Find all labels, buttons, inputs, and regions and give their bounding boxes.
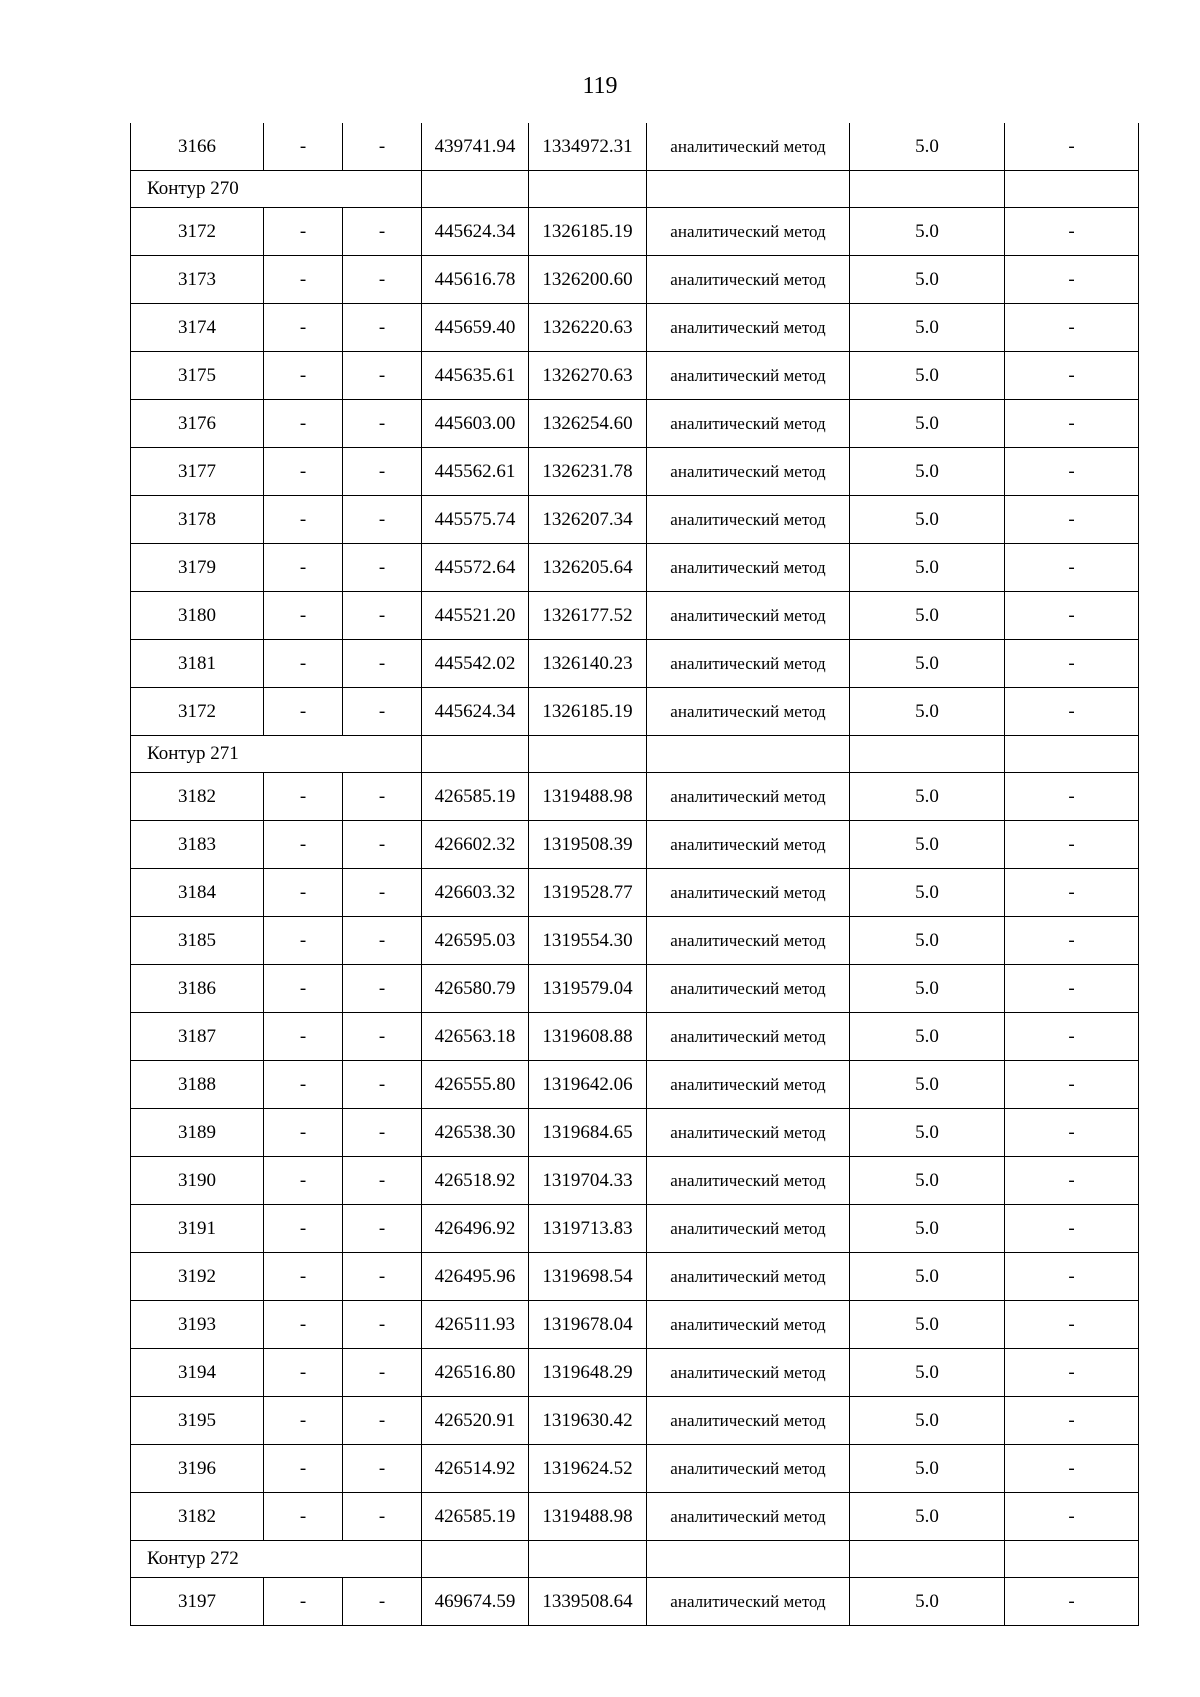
contour-header-row [131,736,1139,773]
point-id-cell: 3179 [131,544,264,592]
accuracy-cell: 5.0 [850,544,1005,592]
table-row [131,1578,1139,1626]
old-y-cell: - [343,1349,422,1397]
y-coordinate-cell: 1319624.52 [529,1445,647,1493]
old-x-cell: - [264,1061,343,1109]
old-y-cell: - [343,400,422,448]
empty-cell [647,736,850,773]
note-cell: - [1005,688,1139,736]
x-coordinate-cell: 426602.32 [422,821,529,869]
note-cell: - [1005,1205,1139,1253]
table-row [131,1109,1139,1157]
old-x-cell: - [264,965,343,1013]
method-cell: аналитический метод [647,400,850,448]
table-row [131,640,1139,688]
point-id-cell: 3175 [131,352,264,400]
x-coordinate-cell: 426496.92 [422,1205,529,1253]
old-y-cell: - [343,208,422,256]
method-cell: аналитический метод [647,1013,850,1061]
old-x-cell: - [264,1013,343,1061]
accuracy-cell: 5.0 [850,965,1005,1013]
old-y-cell: - [343,965,422,1013]
point-id-cell: 3172 [131,208,264,256]
empty-cell [850,1541,1005,1578]
y-coordinate-cell: 1319528.77 [529,869,647,917]
old-y-cell: - [343,256,422,304]
x-coordinate-cell: 426603.32 [422,869,529,917]
old-y-cell: - [343,1578,422,1626]
method-cell: аналитический метод [647,1061,850,1109]
point-id-cell: 3185 [131,917,264,965]
accuracy-cell: 5.0 [850,917,1005,965]
old-y-cell: - [343,304,422,352]
old-x-cell: - [264,304,343,352]
note-cell: - [1005,640,1139,688]
table-row [131,965,1139,1013]
method-cell: аналитический метод [647,352,850,400]
note-cell: - [1005,1109,1139,1157]
old-x-cell: - [264,1349,343,1397]
method-cell: аналитический метод [647,448,850,496]
old-y-cell: - [343,821,422,869]
old-y-cell: - [343,592,422,640]
old-x-cell: - [264,496,343,544]
x-coordinate-cell: 445542.02 [422,640,529,688]
old-y-cell: - [343,1157,422,1205]
x-coordinate-cell: 445575.74 [422,496,529,544]
point-id-cell: 3177 [131,448,264,496]
accuracy-cell: 5.0 [850,640,1005,688]
y-coordinate-cell: 1319648.29 [529,1349,647,1397]
accuracy-cell: 5.0 [850,256,1005,304]
empty-cell [422,171,529,208]
accuracy-cell: 5.0 [850,1493,1005,1541]
accuracy-cell: 5.0 [850,869,1005,917]
point-id-cell: 3183 [131,821,264,869]
note-cell: - [1005,917,1139,965]
note-cell: - [1005,208,1139,256]
y-coordinate-cell: 1326231.78 [529,448,647,496]
y-coordinate-cell: 1326185.19 [529,688,647,736]
method-cell: аналитический метод [647,1157,850,1205]
y-coordinate-cell: 1319713.83 [529,1205,647,1253]
note-cell: - [1005,773,1139,821]
contour-label: Контур 272 [131,1541,422,1578]
method-cell: аналитический метод [647,965,850,1013]
old-x-cell: - [264,640,343,688]
old-y-cell: - [343,1205,422,1253]
table-row [131,496,1139,544]
old-x-cell: - [264,688,343,736]
note-cell: - [1005,256,1139,304]
accuracy-cell: 5.0 [850,1013,1005,1061]
empty-cell [647,1541,850,1578]
note-cell: - [1005,400,1139,448]
x-coordinate-cell: 445603.00 [422,400,529,448]
accuracy-cell: 5.0 [850,1253,1005,1301]
accuracy-cell: 5.0 [850,821,1005,869]
point-id-cell: 3193 [131,1301,264,1349]
accuracy-cell: 5.0 [850,448,1005,496]
y-coordinate-cell: 1326205.64 [529,544,647,592]
accuracy-cell: 5.0 [850,773,1005,821]
note-cell: - [1005,496,1139,544]
old-y-cell: - [343,1013,422,1061]
y-coordinate-cell: 1319608.88 [529,1013,647,1061]
note-cell: - [1005,1157,1139,1205]
method-cell: аналитический метод [647,917,850,965]
accuracy-cell: 5.0 [850,1157,1005,1205]
table-row [131,1301,1139,1349]
contour-label: Контур 270 [131,171,422,208]
table-row [131,773,1139,821]
table-row [131,688,1139,736]
x-coordinate-cell: 426518.92 [422,1157,529,1205]
point-id-cell: 3182 [131,1493,264,1541]
empty-cell [1005,736,1139,773]
note-cell: - [1005,448,1139,496]
page-number: 119 [582,73,618,99]
table-row [131,917,1139,965]
table-row [131,448,1139,496]
table-row [131,1493,1139,1541]
old-y-cell: - [343,869,422,917]
method-cell: аналитический метод [647,869,850,917]
old-x-cell: - [264,1205,343,1253]
table-row [131,1205,1139,1253]
old-y-cell: - [343,496,422,544]
point-id-cell: 3186 [131,965,264,1013]
table-row [131,1349,1139,1397]
x-coordinate-cell: 445521.20 [422,592,529,640]
method-cell: аналитический метод [647,1445,850,1493]
method-cell: аналитический метод [647,496,850,544]
point-id-cell: 3191 [131,1205,264,1253]
table-row [131,821,1139,869]
old-x-cell: - [264,1578,343,1626]
old-x-cell: - [264,1445,343,1493]
method-cell: аналитический метод [647,208,850,256]
empty-cell [850,736,1005,773]
table-row [131,544,1139,592]
note-cell: - [1005,1397,1139,1445]
point-id-cell: 3195 [131,1397,264,1445]
empty-cell [1005,171,1139,208]
note-cell: - [1005,1301,1139,1349]
old-x-cell: - [264,256,343,304]
old-x-cell: - [264,917,343,965]
empty-cell [850,171,1005,208]
table-row [131,1253,1139,1301]
table-row [131,869,1139,917]
method-cell: аналитический метод [647,1578,850,1626]
old-y-cell: - [343,1109,422,1157]
note-cell: - [1005,1013,1139,1061]
note-cell: - [1005,1445,1139,1493]
table-body [131,123,1139,1626]
x-coordinate-cell: 426595.03 [422,917,529,965]
old-x-cell: - [264,592,343,640]
old-x-cell: - [264,208,343,256]
point-id-cell: 3180 [131,592,264,640]
note-cell: - [1005,304,1139,352]
method-cell: аналитический метод [647,256,850,304]
old-y-cell: - [343,544,422,592]
x-coordinate-cell: 426538.30 [422,1109,529,1157]
y-coordinate-cell: 1319554.30 [529,917,647,965]
old-y-cell: - [343,1445,422,1493]
old-y-cell: - [343,1301,422,1349]
x-coordinate-cell: 445635.61 [422,352,529,400]
x-coordinate-cell: 426555.80 [422,1061,529,1109]
x-coordinate-cell: 445562.61 [422,448,529,496]
old-y-cell: - [343,352,422,400]
old-x-cell: - [264,1301,343,1349]
method-cell: аналитический метод [647,1205,850,1253]
point-id-cell: 3192 [131,1253,264,1301]
point-id-cell: 3173 [131,256,264,304]
method-cell: аналитический метод [647,821,850,869]
y-coordinate-cell: 1319704.33 [529,1157,647,1205]
y-coordinate-cell: 1319630.42 [529,1397,647,1445]
old-y-cell: - [343,1253,422,1301]
y-coordinate-cell: 1326200.60 [529,256,647,304]
empty-cell [422,736,529,773]
table-row [131,400,1139,448]
y-coordinate-cell: 1319488.98 [529,1493,647,1541]
old-y-cell: - [343,688,422,736]
point-id-cell: 3181 [131,640,264,688]
empty-cell [647,171,850,208]
note-cell: - [1005,592,1139,640]
empty-cell [529,171,647,208]
y-coordinate-cell: 1319642.06 [529,1061,647,1109]
x-coordinate-cell: 439741.94 [422,123,529,171]
point-id-cell: 3174 [131,304,264,352]
accuracy-cell: 5.0 [850,496,1005,544]
old-x-cell: - [264,869,343,917]
table-row [131,592,1139,640]
y-coordinate-cell: 1326270.63 [529,352,647,400]
y-coordinate-cell: 1326177.52 [529,592,647,640]
x-coordinate-cell: 426585.19 [422,773,529,821]
old-x-cell: - [264,400,343,448]
old-x-cell: - [264,1109,343,1157]
old-x-cell: - [264,352,343,400]
method-cell: аналитический метод [647,773,850,821]
x-coordinate-cell: 426516.80 [422,1349,529,1397]
x-coordinate-cell: 426514.92 [422,1445,529,1493]
accuracy-cell: 5.0 [850,1578,1005,1626]
point-id-cell: 3182 [131,773,264,821]
accuracy-cell: 5.0 [850,400,1005,448]
y-coordinate-cell: 1326140.23 [529,640,647,688]
table-row [131,1157,1139,1205]
note-cell: - [1005,1349,1139,1397]
y-coordinate-cell: 1326254.60 [529,400,647,448]
point-id-cell: 3166 [131,123,264,171]
old-x-cell: - [264,1397,343,1445]
method-cell: аналитический метод [647,1493,850,1541]
method-cell: аналитический метод [647,1397,850,1445]
empty-cell [1005,1541,1139,1578]
contour-header-row [131,171,1139,208]
old-y-cell: - [343,1061,422,1109]
table-row [131,1061,1139,1109]
accuracy-cell: 5.0 [850,304,1005,352]
table-row [131,1397,1139,1445]
method-cell: аналитический метод [647,688,850,736]
accuracy-cell: 5.0 [850,1445,1005,1493]
method-cell: аналитический метод [647,123,850,171]
method-cell: аналитический метод [647,304,850,352]
old-x-cell: - [264,821,343,869]
table-row [131,352,1139,400]
x-coordinate-cell: 445624.34 [422,208,529,256]
method-cell: аналитический метод [647,592,850,640]
method-cell: аналитический метод [647,1301,850,1349]
point-id-cell: 3188 [131,1061,264,1109]
accuracy-cell: 5.0 [850,1205,1005,1253]
table-row [131,256,1139,304]
note-cell: - [1005,1578,1139,1626]
x-coordinate-cell: 469674.59 [422,1578,529,1626]
note-cell: - [1005,544,1139,592]
y-coordinate-cell: 1319698.54 [529,1253,647,1301]
old-y-cell: - [343,773,422,821]
method-cell: аналитический метод [647,1253,850,1301]
method-cell: аналитический метод [647,544,850,592]
empty-cell [422,1541,529,1578]
accuracy-cell: 5.0 [850,1349,1005,1397]
method-cell: аналитический метод [647,1349,850,1397]
old-x-cell: - [264,1253,343,1301]
note-cell: - [1005,821,1139,869]
table-row [131,304,1139,352]
x-coordinate-cell: 445616.78 [422,256,529,304]
accuracy-cell: 5.0 [850,352,1005,400]
accuracy-cell: 5.0 [850,1397,1005,1445]
y-coordinate-cell: 1319579.04 [529,965,647,1013]
point-id-cell: 3178 [131,496,264,544]
x-coordinate-cell: 445659.40 [422,304,529,352]
note-cell: - [1005,123,1139,171]
y-coordinate-cell: 1334972.31 [529,123,647,171]
x-coordinate-cell: 426520.91 [422,1397,529,1445]
accuracy-cell: 5.0 [850,1061,1005,1109]
point-id-cell: 3194 [131,1349,264,1397]
note-cell: - [1005,965,1139,1013]
point-id-cell: 3176 [131,400,264,448]
x-coordinate-cell: 426563.18 [422,1013,529,1061]
y-coordinate-cell: 1319508.39 [529,821,647,869]
x-coordinate-cell: 445624.34 [422,688,529,736]
note-cell: - [1005,1061,1139,1109]
accuracy-cell: 5.0 [850,1301,1005,1349]
x-coordinate-cell: 426580.79 [422,965,529,1013]
y-coordinate-cell: 1319684.65 [529,1109,647,1157]
old-x-cell: - [264,773,343,821]
y-coordinate-cell: 1326207.34 [529,496,647,544]
point-id-cell: 3172 [131,688,264,736]
table-row [131,1445,1139,1493]
note-cell: - [1005,1253,1139,1301]
accuracy-cell: 5.0 [850,592,1005,640]
old-x-cell: - [264,1157,343,1205]
point-id-cell: 3190 [131,1157,264,1205]
point-id-cell: 3187 [131,1013,264,1061]
old-x-cell: - [264,448,343,496]
y-coordinate-cell: 1319678.04 [529,1301,647,1349]
note-cell: - [1005,869,1139,917]
y-coordinate-cell: 1319488.98 [529,773,647,821]
note-cell: - [1005,1493,1139,1541]
x-coordinate-cell: 426585.19 [422,1493,529,1541]
old-y-cell: - [343,1493,422,1541]
old-y-cell: - [343,640,422,688]
accuracy-cell: 5.0 [850,688,1005,736]
accuracy-cell: 5.0 [850,123,1005,171]
old-y-cell: - [343,917,422,965]
x-coordinate-cell: 426511.93 [422,1301,529,1349]
point-id-cell: 3184 [131,869,264,917]
table-row [131,1013,1139,1061]
old-y-cell: - [343,1397,422,1445]
empty-cell [529,1541,647,1578]
x-coordinate-cell: 426495.96 [422,1253,529,1301]
accuracy-cell: 5.0 [850,208,1005,256]
old-x-cell: - [264,1493,343,1541]
old-x-cell: - [264,123,343,171]
coordinates-table [130,123,1139,1626]
contour-label: Контур 271 [131,736,422,773]
method-cell: аналитический метод [647,640,850,688]
y-coordinate-cell: 1326185.19 [529,208,647,256]
note-cell: - [1005,352,1139,400]
accuracy-cell: 5.0 [850,1109,1005,1157]
table-row [131,123,1139,171]
y-coordinate-cell: 1326220.63 [529,304,647,352]
x-coordinate-cell: 445572.64 [422,544,529,592]
table-row [131,208,1139,256]
empty-cell [529,736,647,773]
contour-header-row [131,1541,1139,1578]
method-cell: аналитический метод [647,1109,850,1157]
old-x-cell: - [264,544,343,592]
old-y-cell: - [343,123,422,171]
old-y-cell: - [343,448,422,496]
point-id-cell: 3197 [131,1578,264,1626]
y-coordinate-cell: 1339508.64 [529,1578,647,1626]
point-id-cell: 3189 [131,1109,264,1157]
point-id-cell: 3196 [131,1445,264,1493]
